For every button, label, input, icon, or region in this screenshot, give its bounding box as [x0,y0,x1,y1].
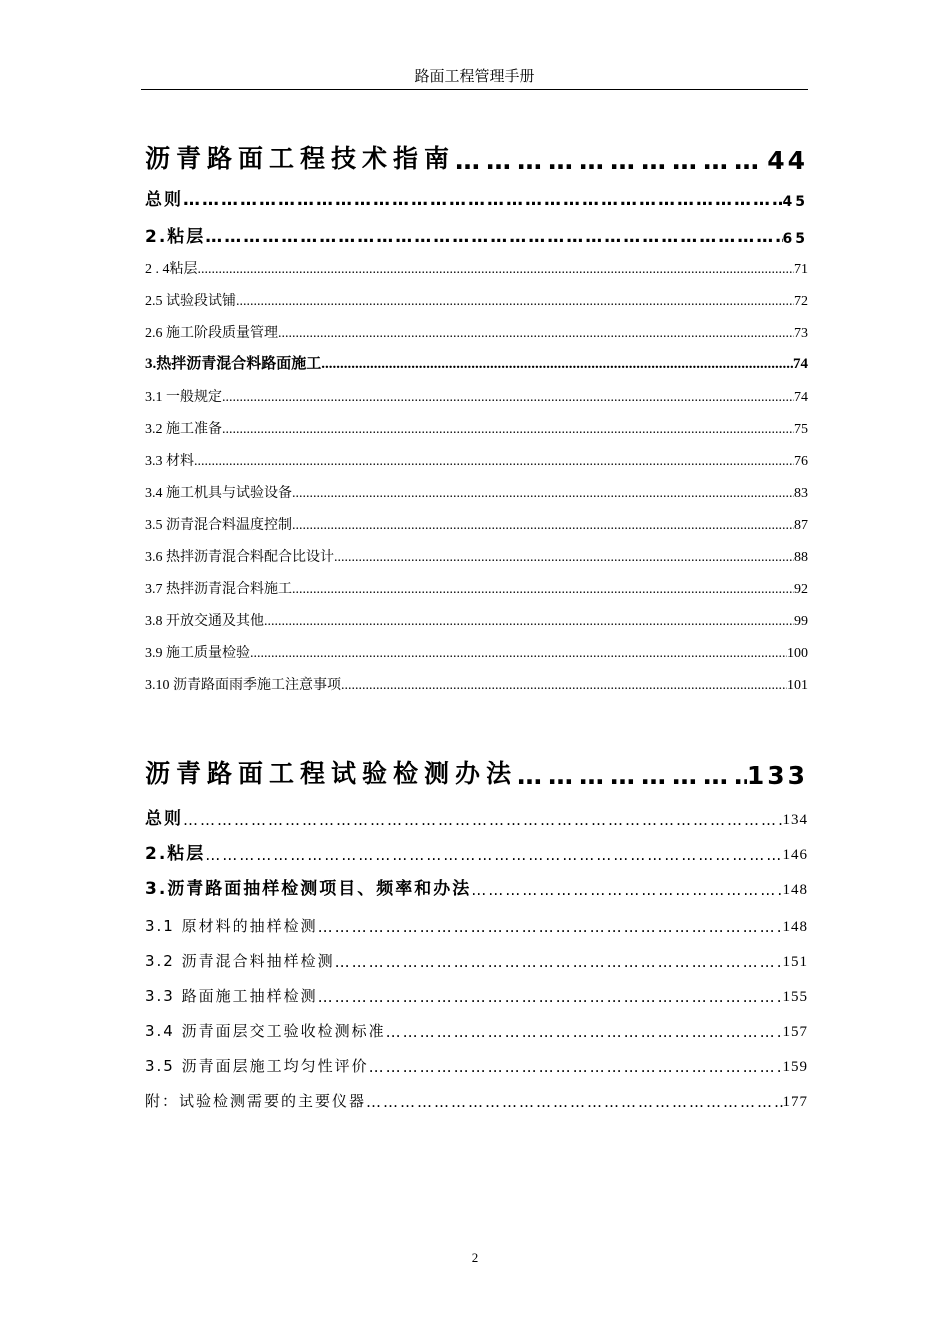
toc-leader [318,988,783,1006]
toc-entry-general[interactable] [145,809,808,829]
toc-label: 3.8 开放交通及其他 [145,614,264,629]
toc-page: 133 [746,761,808,790]
toc-leader [369,1058,783,1076]
toc-label: 2.6 施工阶段质量管理 [145,326,278,341]
toc-label: 3.沥青路面抽样检测项目、频率和办法 [145,879,472,899]
toc-label: 2.粘层 [145,227,206,247]
toc-label: 3.1 原材料的抽样检测 [145,917,318,935]
toc-label: 3.5 沥青面层施工均匀性评价 [145,1057,369,1075]
running-header: 路面工程管理手册 [414,67,535,85]
toc-entry[interactable] [145,452,808,470]
toc-page: 65 [782,231,808,247]
toc-leader [341,678,787,694]
toc-page: 100 [787,646,808,661]
toc-label: 3.2 施工准备 [145,422,222,437]
toc-leader [183,811,783,829]
toc-entry-tack-coat[interactable] [145,844,808,864]
toc-leader [292,518,794,534]
toc-page: 177 [782,1094,808,1110]
toc-page: 151 [782,954,808,970]
toc-label: 3.3 材料 [145,454,194,469]
toc-leader [222,390,794,406]
toc-label: 3.4 施工机具与试验设备 [145,486,292,501]
toc-leader [334,550,794,566]
toc-leader [471,881,782,899]
toc-entry[interactable] [145,1056,808,1076]
toc-entry[interactable] [145,260,808,278]
toc-label: 2.粘层 [145,844,206,864]
toc-leader [250,646,787,662]
toc-entry[interactable] [145,612,808,630]
toc-leader [278,326,794,342]
toc-entry-section-3[interactable] [145,355,808,373]
toc-leader [292,486,794,502]
toc-page: 99 [794,614,808,629]
toc-page: 87 [794,518,808,533]
toc-page: 88 [794,550,808,565]
toc-label: 3.1 一般规定 [145,390,222,405]
toc-page: 45 [782,194,808,210]
toc-label: 总则 [145,809,183,829]
toc-entry[interactable] [145,324,808,342]
toc-label: 3.10 沥青路面雨季施工注意事项 [145,678,341,693]
toc-label: 总则 [145,190,183,210]
toc-label: 3.4 沥青面层交工验收检测标准 [145,1022,386,1040]
toc-part1-title[interactable] [145,143,808,175]
toc-leader [236,294,794,310]
toc-page: 72 [794,294,808,309]
toc-page: 92 [794,582,808,597]
toc-entry[interactable] [145,388,808,406]
toc-page: 74 [794,390,808,405]
toc-label: 3.6 热拌沥青混合料配合比设计 [145,550,334,565]
toc-page: 146 [782,847,808,863]
toc-leader [335,953,783,971]
toc-page: 73 [794,326,808,341]
toc-page: 71 [794,262,808,277]
header-rule [141,89,808,90]
toc-entry[interactable] [145,516,808,534]
toc-entry-tack-coat[interactable] [145,225,808,247]
toc-label: 沥青路面工程试验检测办法 [145,759,518,788]
toc-label: 3.热拌沥青混合料路面施工 [145,356,322,372]
toc-entry[interactable] [145,420,808,438]
toc-leader [264,614,794,630]
toc-entry[interactable] [145,1021,808,1041]
toc-entry-section-3[interactable] [145,879,808,899]
toc-label: 3.2 沥青混合料抽样检测 [145,952,335,970]
toc-part2-title[interactable] [145,758,808,790]
toc-leader [183,190,783,210]
toc-page: 157 [782,1024,808,1040]
toc-label: 3.3 路面施工抽样检测 [145,987,318,1005]
toc-entry[interactable] [145,484,808,502]
toc-leader [386,1023,783,1041]
toc-entry[interactable] [145,676,808,694]
toc-label: 2.5 试验段试铺 [145,294,236,309]
toc-entry[interactable] [145,644,808,662]
page-number: 2 [471,1250,479,1265]
toc-page: 148 [782,919,808,935]
toc-leader [366,1093,782,1111]
toc-page: 44 [767,146,808,175]
toc-entry[interactable] [145,548,808,566]
toc-page: 74 [793,356,808,372]
toc-page: 148 [782,882,808,898]
toc-entry-general[interactable] [145,188,808,210]
toc-leader [517,761,747,790]
toc-label: 沥青路面工程技术指南 [145,144,456,173]
toc-entry[interactable] [145,951,808,971]
toc-leader [198,262,795,278]
toc-entry[interactable] [145,986,808,1006]
toc-label: 3.5 沥青混合料温度控制 [145,518,292,533]
toc-label: 附：试验检测需要的主要仪器 [145,1092,367,1110]
toc-page: 101 [787,678,808,693]
toc-leader [318,918,783,936]
toc-entry[interactable] [145,580,808,598]
toc-page: 155 [782,989,808,1005]
toc-entry[interactable] [145,916,808,936]
toc-entry[interactable] [145,292,808,310]
toc-label: 2 . 4粘层 [145,262,198,277]
toc-leader [222,422,794,438]
toc-label: 3.7 热拌沥青混合料施工 [145,582,292,597]
toc-page: 76 [794,454,808,469]
toc-page: 75 [794,422,808,437]
toc-leader [292,582,794,598]
toc-leader [205,846,782,864]
toc-page: 134 [782,812,808,828]
toc-label: 3.9 施工质量检验 [145,646,250,661]
toc-leader [194,454,794,470]
toc-page: 83 [794,486,808,501]
toc-page: 159 [782,1059,808,1075]
toc-leader [205,227,782,247]
toc-leader [455,146,767,175]
toc-leader [321,356,793,373]
toc-entry-appendix[interactable] [145,1091,808,1111]
